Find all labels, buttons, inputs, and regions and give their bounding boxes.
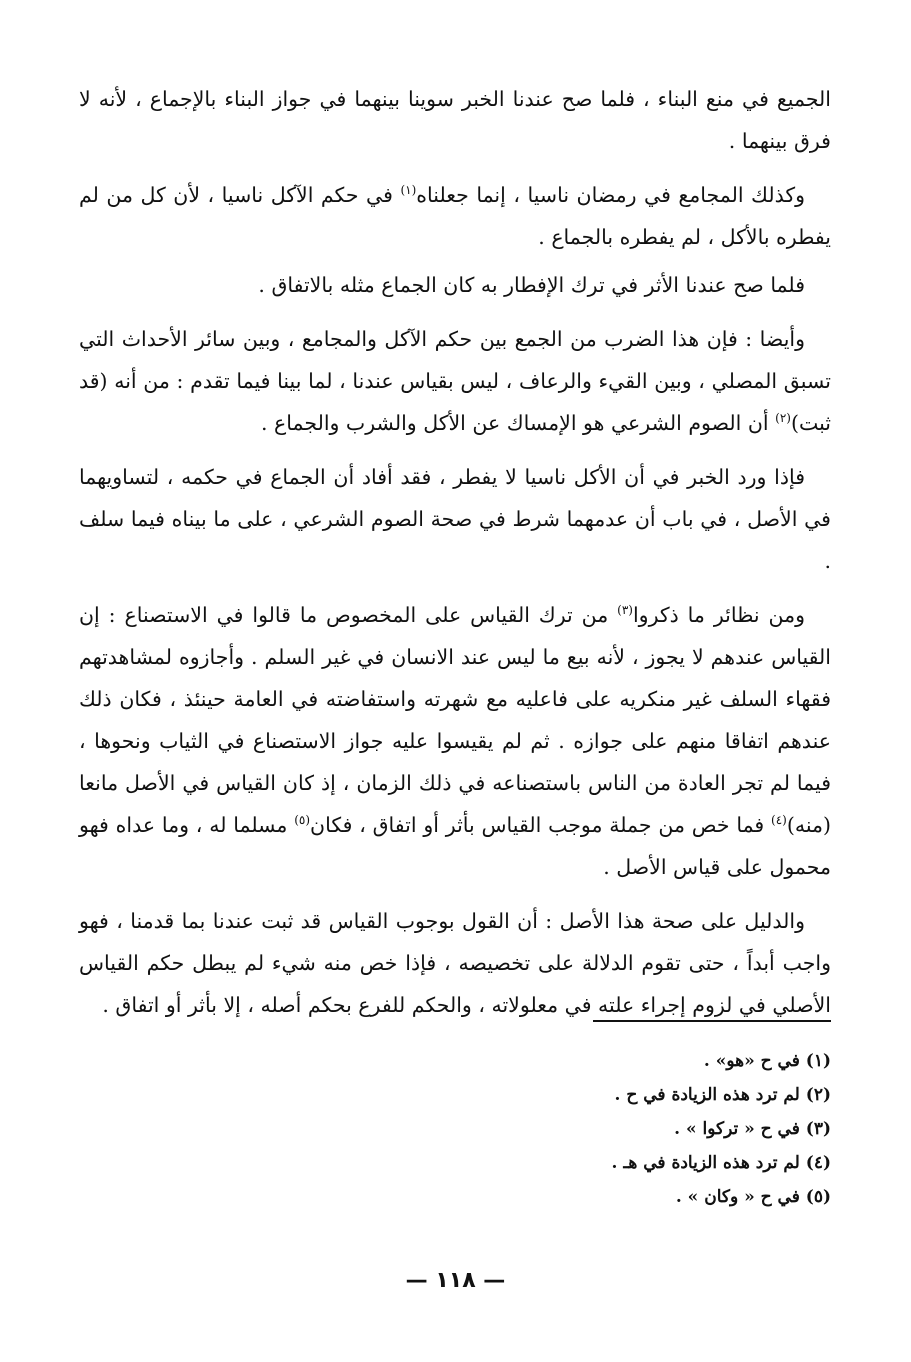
paragraph-6-text-a: ومن نظائر ما ذكروا <box>632 603 805 627</box>
paragraph-5-text: فإذا ورد الخبر في أن الأكل ناسيا لا يفطر ، فقد أفاد أن الجماع في حكمه ، لتساويهما في الأصل ، في باب أن عدمهما شرط في صحة الصوم الشرعي ، على ما بيناه فيما سلف . <box>79 465 831 573</box>
paragraph-6 <box>79 594 831 888</box>
paragraph-2-text-a: وكذلك المجامع في رمضان ناسيا ، إنما جعلناه <box>416 183 806 207</box>
paragraph-6-text-d: مسلما له ، وما عداه فهو محمول على قياس الأصل . <box>79 813 831 879</box>
paragraph-6-text-b: من ترك القياس على المخصوص ما قالوا في الاستصناع : إن القياس عندهم لا يجوز ، لأنه بيع ما ليس عند الانسان في غير السلم . وأجازوه لمشاهدتهم فقهاء السلف غير منكريه على فاعليه مع شهرته واستفاضته في العامة حينئذ ، فكان ذلك عندهم اتفاقا منهم على جوازه . ثم لم يقيسوا عليه جواز الاستصناع في الثياب ونحوها ، فيما لم تجر العادة من الناس باستصناعه في ذلك الزمان ، إذ كان القياس في الأصل مانعا (منه) <box>79 603 832 837</box>
page-number: — ١١٨ — <box>405 1268 506 1293</box>
paragraph-7 <box>79 900 831 1026</box>
footnote-ref-5: (٥) <box>294 813 311 828</box>
footnote-ref-2: (٢) <box>775 411 791 426</box>
paragraph-4-text-b: أن الصوم الشرعي هو الإمساك عن الأكل والشرب والجماع . <box>260 411 776 435</box>
paragraph-4-text-a: وأيضا : فإن هذا الضرب من الجمع بين حكم الآكل والمجامع ، وبين سائر الأحداث التي تسبق المصلي ، وبين القيء والرعاف ، ليس بقياس عندنا ، لما بينا فيما تقدم : من أنه (قد ثبت) <box>79 327 831 435</box>
footnote-4: (٤) لم ترد هذه الزيادة في هـ . <box>611 1153 831 1173</box>
footnote-separator <box>593 1020 831 1022</box>
footnotes <box>79 1044 831 1214</box>
footnote-1: (١) في ح «هو» . <box>703 1051 831 1071</box>
paragraph-3-text: فلما صح عندنا الأثر في ترك الإفطار به كان الجماع مثله بالاتفاق . <box>258 273 805 297</box>
paragraph-3 <box>79 264 831 306</box>
paragraph-1-text: الجميع في منع البناء ، فلما صح عندنا الخبر سوينا بينهما في جواز البناء بالإجماع ، لأنه لا فرق بينهما . <box>79 87 831 153</box>
footnote-ref-3: (٣) <box>617 603 633 618</box>
main-text <box>79 78 831 1038</box>
footnote-ref-4: (٤) <box>771 813 787 828</box>
paragraph-2-text-b: في حكم الآكل ناسيا ، لأن كل من لم يفطره بالأكل ، لم يفطره بالجماع . <box>79 183 831 249</box>
footnote-3: (٣) في ح « تركوا » . <box>674 1119 831 1139</box>
paragraph-4 <box>79 318 831 444</box>
paragraph-2 <box>79 174 831 258</box>
paragraph-6-text-c: فما خص من جملة موجب القياس بأثر أو اتفاق ، فكان <box>310 813 772 837</box>
paragraph-5 <box>79 456 831 582</box>
footnote-5: (٥) في ح « وكان » . <box>675 1187 831 1207</box>
footnote-2: (٢) لم ترد هذه الزيادة في ح . <box>614 1085 831 1105</box>
paragraph-7-text: والدليل على صحة هذا الأصل : أن القول بوجوب القياس قد ثبت عندنا بما قدمنا ، فهو واجب أبداً ، حتى تقوم الدلالة على تخصيصه ، فإذا خص منه شيء لم يبطل حكم القياس الأصلي في لزوم إجراء علته في معلولاته ، والحكم للفرع بحكم أصله ، إلا بأثر أو اتفاق . <box>79 909 831 1017</box>
paragraph-1 <box>79 78 831 162</box>
footnote-ref-1: (١) <box>400 183 417 198</box>
